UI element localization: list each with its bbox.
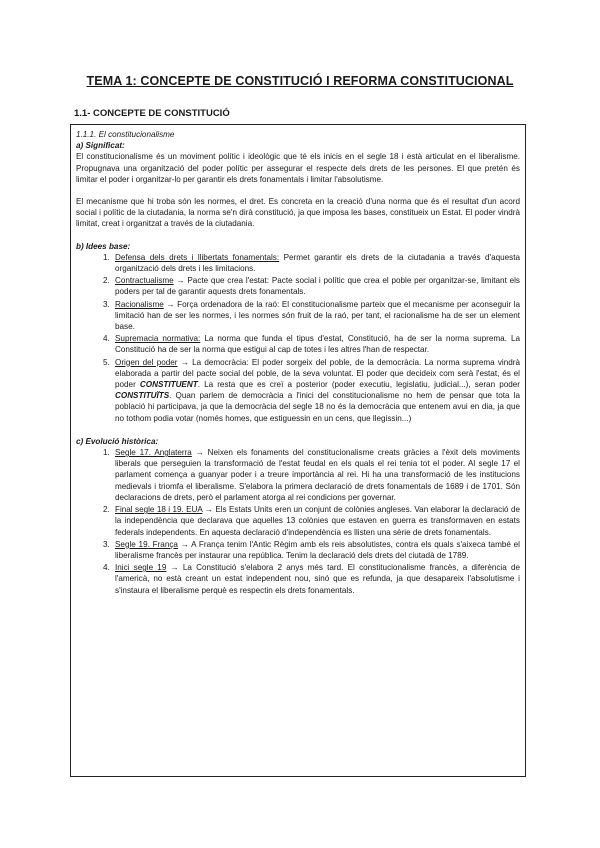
idees-list	[76, 252, 520, 424]
item-text: → La Constitució s'elabora 2 anys més tard. El constitucionalisme francès, a diferència de l'americà, no està creant un estat independent nou, sinó que es refunda, ja que desapareix l'absolutisme i s'instaura el liberalisme perquè es respectin els drets fonamentals.	[115, 563, 520, 595]
item-term: Inici segle 19	[115, 563, 167, 573]
item-term: Final segle 18 i 19. EUA	[115, 505, 203, 515]
item-term: Segle 19. França	[115, 539, 178, 549]
significat-paragraph-1: El constitucionalisme és un moviment polític i ideològic que té els inicis en el segle 18 i està articulat en el liberalisme. Propugnava una organització del poder polític per assegurar el respecte dels drets de les persones. El que pretén és limitar el poder i organitzar-lo per garantir els drets fonamentals i limitar l'absolutisme.	[76, 152, 520, 184]
page-title: TEMA 1: CONCEPTE DE CONSTITUCIÓ I REFORMA CONSTITUCIONAL	[86, 74, 514, 88]
evolucio-heading: c) Evolució històrica:	[76, 436, 159, 446]
list-item	[112, 252, 520, 274]
list-item	[112, 447, 520, 503]
significat-paragraph-2: El mecanisme que hi troba són les normes, el dret. Es concreta en la creació d'una norma que és el resultat d'un acord social i polític de la ciutadania, la norma se'n dirà constitució, ja que imposa les bases, constitueix un Estat. El poder vindrà limitat, creat i organitzat a través de la ciutadania.	[76, 197, 520, 229]
list-item	[112, 357, 520, 424]
item-text: La norma que funda el tipus d'estat, Constitució, ha de ser la norma suprema. La Constitució ha de ser la norma que estigui al cap de totes i les altres l'han de respectar.	[115, 334, 520, 355]
item-term: Defensa dels drets i llibertats fonamentals:	[115, 252, 280, 262]
item-text: → Neixen els fonaments del constitucionalisme creats gràcies a l'èxit dels moviments liberals que perseguien la transformació de l'estat feudal en els quals el rei tenia tot el poder. Al segle 17 el parlament comença a guanyar poder i a treure importància al rei. Hi ha una transformació de les institucions medievals i triomfa el liberalisme. S'elabora la primera declaració de drets fonamentals de 1689 i de 1701. Són declaracions de drets, però el parlament atorga al rei condicions per governar.	[115, 448, 520, 502]
list-item	[112, 299, 520, 333]
item-text: . Quan parlem de democràcia a l'inici del constitucionalisme no hem de pensar que tota la població hi participava, ja que la democràcia del segle 18 no és la democràcia que entenem avui en dia, ja que no tothom podia votar (només homes, que estiguessin en un cens, que llegissin...)	[115, 391, 520, 423]
item-bold: CONSTITUENT	[139, 380, 198, 390]
item-text: → Els Estats Units eren un conjunt de colònies angleses. Van elaborar la declaració de la independència que declarava que aquelles 13 colònies que estaven en guerra es transformaven en estats federals independents. En aquesta declaració d'independència es llisten una sèrie de drets fonamentals.	[115, 505, 520, 537]
list-item	[112, 275, 520, 297]
item-term: Segle 17. Anglaterra	[115, 448, 192, 458]
subsection-heading: 1.1.1. El constitucionalisme	[76, 130, 175, 139]
item-term: Supremacia normativa:	[115, 334, 201, 344]
list-item	[112, 333, 520, 355]
list-item	[112, 562, 520, 596]
evolucio-list	[76, 447, 520, 596]
item-bold: CONSTITUÏTS	[115, 391, 170, 401]
item-text: . La resta que es creï a posterior (poder executiu, legislatiu, judicial...), seran poder	[197, 380, 520, 390]
section-heading: 1.1- CONCEPTE DE CONSTITUCIÓ	[74, 108, 230, 119]
significat-heading: a) Significat:	[76, 141, 125, 151]
list-item	[112, 504, 520, 538]
item-term: Origen del poder	[115, 357, 178, 367]
item-term: Racionalisme	[115, 299, 164, 309]
item-text: → Força ordenadora de la raó: El constitucionalisme parteix que el mecanisme per aconseguir la limitació han de ser les normes, i les normes són fruit de la raó, per tant, el racionalisme ha de ser un element base.	[115, 299, 520, 332]
idees-heading: b) Idees base:	[76, 241, 131, 251]
item-term: Contractualisme	[115, 276, 174, 286]
item-text: Permet garantir els drets de la ciutadania a través d'aquesta organització dels drets i les limitacions.	[115, 252, 520, 274]
content-box	[70, 124, 526, 777]
item-text: → La democràcia: El poder sorgeix del poble, de la democràcia. La norma suprema vindrà elaborada a partir del pacte social del poble, de la seva voluntat. El poder que decideix com serà l'estat, és el poder	[115, 357, 520, 390]
list-item	[112, 539, 520, 561]
item-text: → Pacte que crea l'estat: Pacte social i polític que crea el poble per organitzar-se, limitant els poders per tal de garantir aquests drets fonamentals.	[115, 276, 520, 297]
item-text: → A França tenim l'Antic Règim amb els reis absolutistes, contra els quals s'aixeca també el liberalisme francès per instaurar una república. Tenim la declaració dels drets del ciutadà de 1789.	[115, 539, 520, 560]
